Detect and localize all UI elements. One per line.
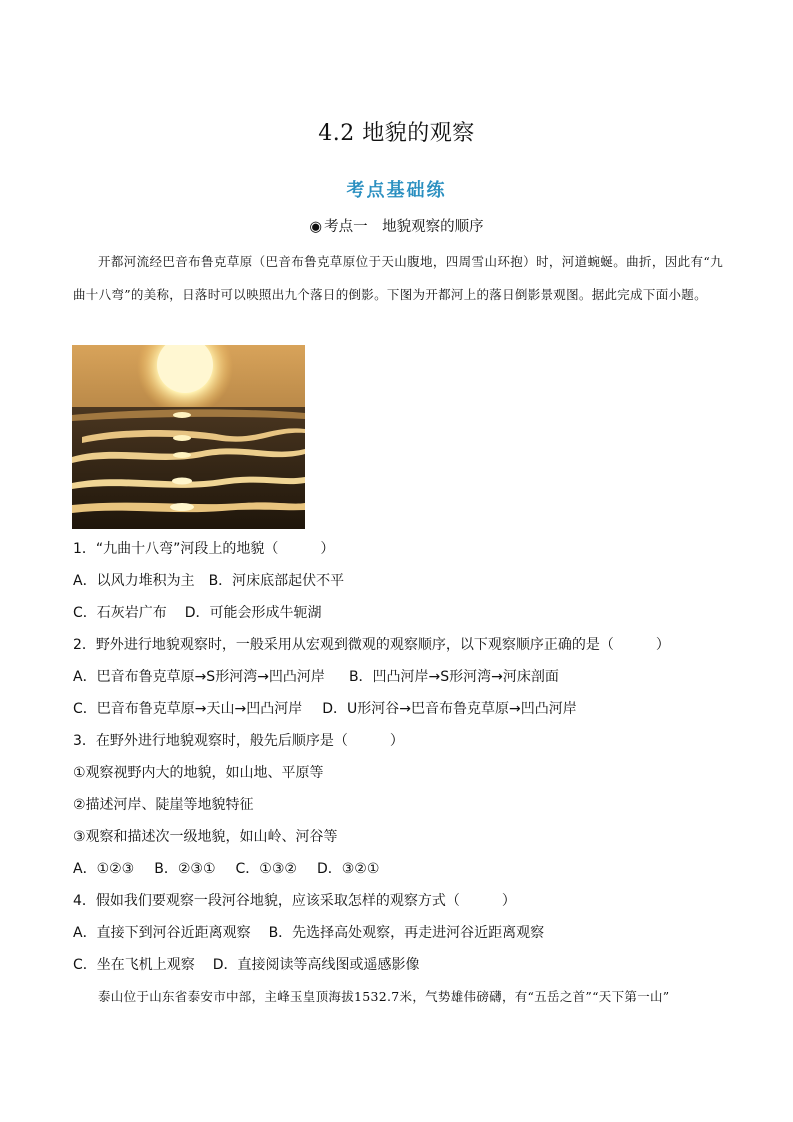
sunset-photo (72, 345, 305, 529)
q1-option-b[interactable]: B．河床底部起伏不平 (208, 573, 345, 589)
subsection-label: 考点一 地貌观察的顺序 (324, 219, 484, 235)
q2-option-d[interactable]: D．U形河谷→巴音布鲁克草原→凹凸河岸 (322, 701, 577, 717)
bullet-icon: ◉ (309, 219, 323, 235)
question-1-stem: 1．“九曲十八弯”河段上的地貌（ ） (73, 541, 335, 557)
q2-option-b[interactable]: B．凹凸河岸→S形河湾→河床剖面 (348, 669, 559, 685)
q3-option-c[interactable]: C．①③② (235, 861, 297, 877)
q1-option-c[interactable]: C．石灰岩广布 (73, 605, 167, 621)
closing-paragraph: 泰山位于山东省泰安市中部，主峰玉皇顶海拔1532.7米，气势雄伟磅礴，有“五岳之首”“天下第一山” (98, 989, 670, 1004)
question-4-options-row-1 (73, 922, 544, 942)
page-title: 4.2 地貌的观察 (318, 121, 475, 146)
question-1-options-row-1 (73, 570, 344, 590)
q4-option-d[interactable]: D．直接阅读等高线图或遥感影像 (212, 957, 420, 973)
subsection-heading (0, 215, 793, 236)
question-3-statement-3: ③观察和描述次一级地貌，如山岭、河谷等 (73, 829, 338, 845)
q2-option-c[interactable]: C．巴音布鲁克草原→天山→凹凸河岸 (73, 701, 303, 717)
question-3-statement-2: ②描述河岸、陡崖等地貌特征 (73, 797, 254, 813)
q4-option-a[interactable]: A．直接下到河谷近距离观察 (73, 925, 251, 941)
question-1-options-row-2 (73, 602, 322, 622)
q3-option-a[interactable]: A．①②③ (73, 861, 135, 877)
q2-option-a[interactable]: A．巴音布鲁克草原→S形河湾→凹凸河岸 (73, 669, 325, 685)
question-3-options-row-1 (73, 858, 379, 878)
section-heading: 考点基础练 (346, 180, 447, 201)
question-3-statement-1: ①观察视野内大的地貌，如山地、平原等 (73, 765, 324, 781)
intro-paragraph: 开都河流经巴音布鲁克草原（巴音布鲁克草原位于天山腹地，四周雪山环抱）时，河道蜿蜒。曲折，因此有“九曲十八弯”的美称，日落时可以映照出九个落日的倒影。下图为开都河上的落日倒影景观图。据此完成下面小题。 (73, 254, 723, 302)
sunset-river-image (72, 345, 305, 529)
question-2-stem: 2．野外进行地貌观察时，一般采用从宏观到微观的观察顺序，以下观察顺序正确的是（ ） (73, 637, 670, 653)
question-4-stem: 4．假如我们要观察一段河谷地貌，应该采取怎样的观察方式（ ） (73, 893, 516, 909)
question-2-options-row-2 (73, 698, 577, 718)
q4-option-b[interactable]: B．先选择高处观察，再走进河谷近距离观察 (268, 925, 545, 941)
question-3-stem: 3．在野外进行地貌观察时，般先后顺序是（ ） (73, 733, 404, 749)
q3-option-b[interactable]: B．②③① (154, 861, 216, 877)
q1-option-d[interactable]: D．可能会形成牛轭湖 (184, 605, 322, 621)
q4-option-c[interactable]: C．坐在飞机上观察 (73, 957, 195, 973)
question-4-options-row-2 (73, 954, 420, 974)
q1-option-a[interactable]: A．以风力堆积为主 (73, 573, 195, 589)
question-2-options-row-1 (73, 666, 559, 686)
q3-option-d[interactable]: D．③②① (316, 861, 380, 877)
